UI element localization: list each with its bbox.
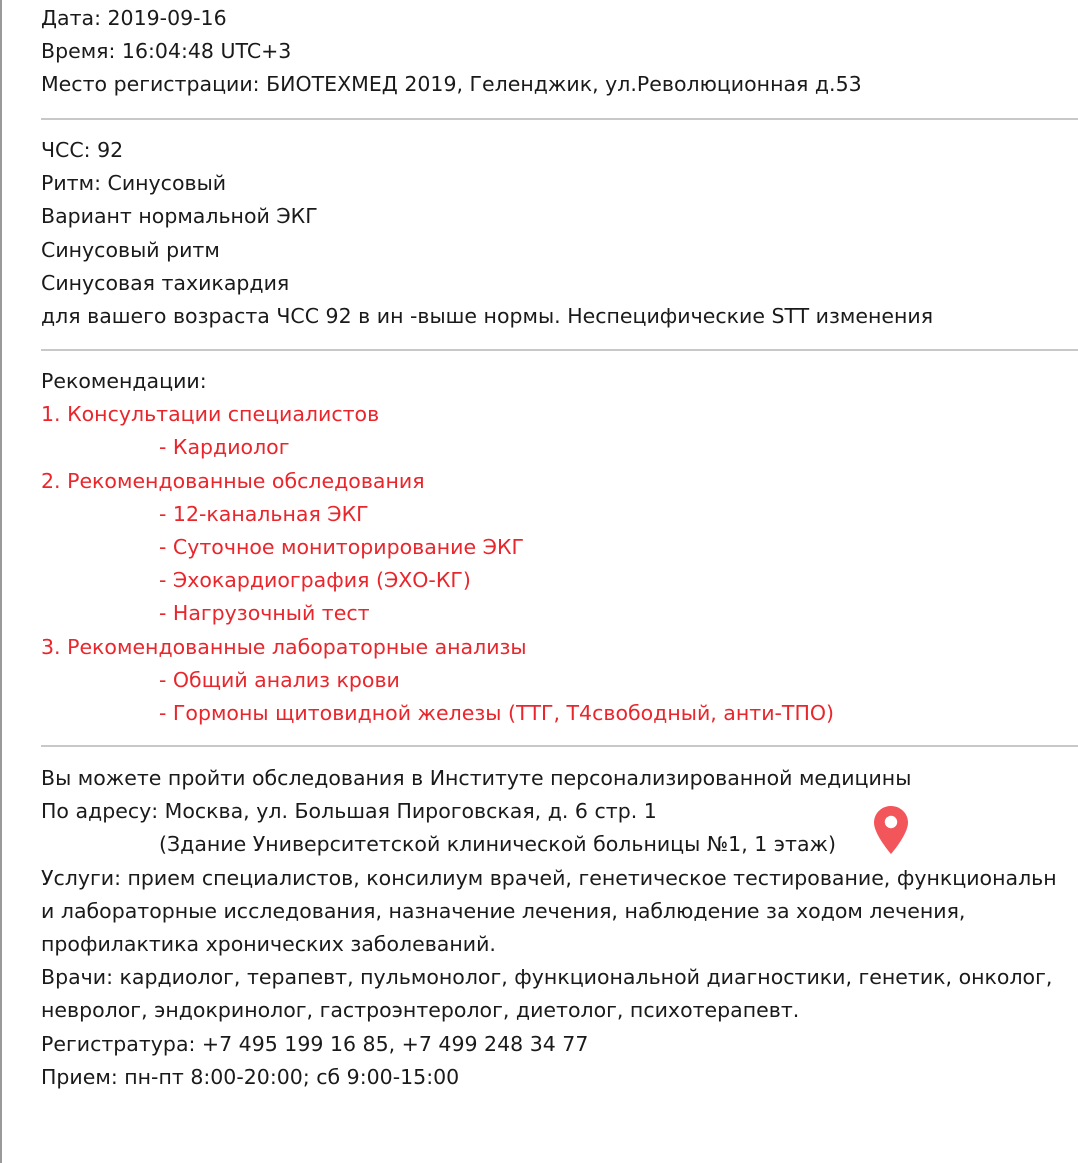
clinic-services: и лабораторные исследования, назначение лечения, наблюдение за ходом лечения, bbox=[41, 898, 966, 923]
lab-item: - Гормоны щитовидной железы (ТТГ, Т4свободный, анти-ТПО) bbox=[159, 700, 834, 725]
time-line: Время: 16:04:48 UTC+3 bbox=[41, 39, 292, 64]
date-line: Дата: 2019-09-16 bbox=[41, 6, 227, 30]
exam-item: - Эхокардиография (ЭХО-КГ) bbox=[159, 568, 471, 593]
findings-section bbox=[41, 134, 933, 333]
consult-item: - Кардиолог bbox=[159, 435, 290, 460]
rhythm-line: Ритм: Синусовый bbox=[41, 171, 227, 196]
divider bbox=[41, 118, 1078, 120]
clinic-services: Услуги: прием специалистов, консилиум врачей, генетическое тестирование, функциональн bbox=[41, 865, 1057, 890]
clinic-hours: Прием: пн-пт 8:00-20:00; сб 9:00-15:00 bbox=[41, 1064, 460, 1089]
finding-line: Вариант нормальной ЭКГ bbox=[41, 204, 318, 229]
finding-line: Синусовая тахикардия bbox=[41, 270, 290, 295]
place-line: Место регистрации: БИОТЕХМЕД 2019, Геленджик, ул.Революционная д.53 bbox=[41, 72, 862, 97]
clinic-address: По адресу: Москва, ул. Большая Пироговская, д. 6 стр. 1 bbox=[41, 799, 657, 824]
clinic-services: профилактика хронических заболеваний. bbox=[41, 931, 496, 956]
finding-line: Синусовый ритм bbox=[41, 237, 220, 262]
left-border bbox=[0, 0, 2, 1163]
clinic-phones: Регистратура: +7 495 199 16 85, +7 499 248 34 77 bbox=[41, 1031, 589, 1056]
registration-section bbox=[41, 2, 862, 102]
lab-heading: 3. Рекомендованные лабораторные анализы bbox=[41, 634, 527, 659]
exam-item: - Суточное мониторирование ЭКГ bbox=[159, 534, 525, 559]
recommendations-section bbox=[41, 365, 834, 730]
clinic-building: (Здание Университетской клинической больницы №1, 1 этаж) bbox=[159, 832, 837, 857]
map-pin-icon[interactable] bbox=[873, 805, 909, 855]
finding-line: для вашего возраста ЧСС 92 в ин -выше нормы. Неспецифические STT изменения bbox=[41, 303, 934, 328]
clinic-doctors: невролог, эндокринолог, гастроэнтеролог, диетолог, психотерапевт. bbox=[41, 998, 800, 1023]
exam-heading: 2. Рекомендованные обследования bbox=[41, 468, 425, 493]
heart-rate-line: ЧСС: 92 bbox=[41, 138, 124, 162]
exam-item: - 12-канальная ЭКГ bbox=[159, 501, 369, 526]
clinic-intro: Вы можете пройти обследования в Институте персонализированной медицины bbox=[41, 766, 912, 790]
recommendations-title: Рекомендации: bbox=[41, 369, 207, 393]
consult-heading: 1. Консультации специалистов bbox=[41, 402, 380, 427]
exam-item: - Нагрузочный тест bbox=[159, 601, 370, 626]
lab-item: - Общий анализ крови bbox=[159, 667, 400, 692]
divider bbox=[41, 349, 1078, 351]
clinic-doctors: Врачи: кардиолог, терапевт, пульмонолог, функциональной диагностики, генетик, онколог, bbox=[41, 965, 1053, 990]
divider bbox=[41, 745, 1078, 747]
